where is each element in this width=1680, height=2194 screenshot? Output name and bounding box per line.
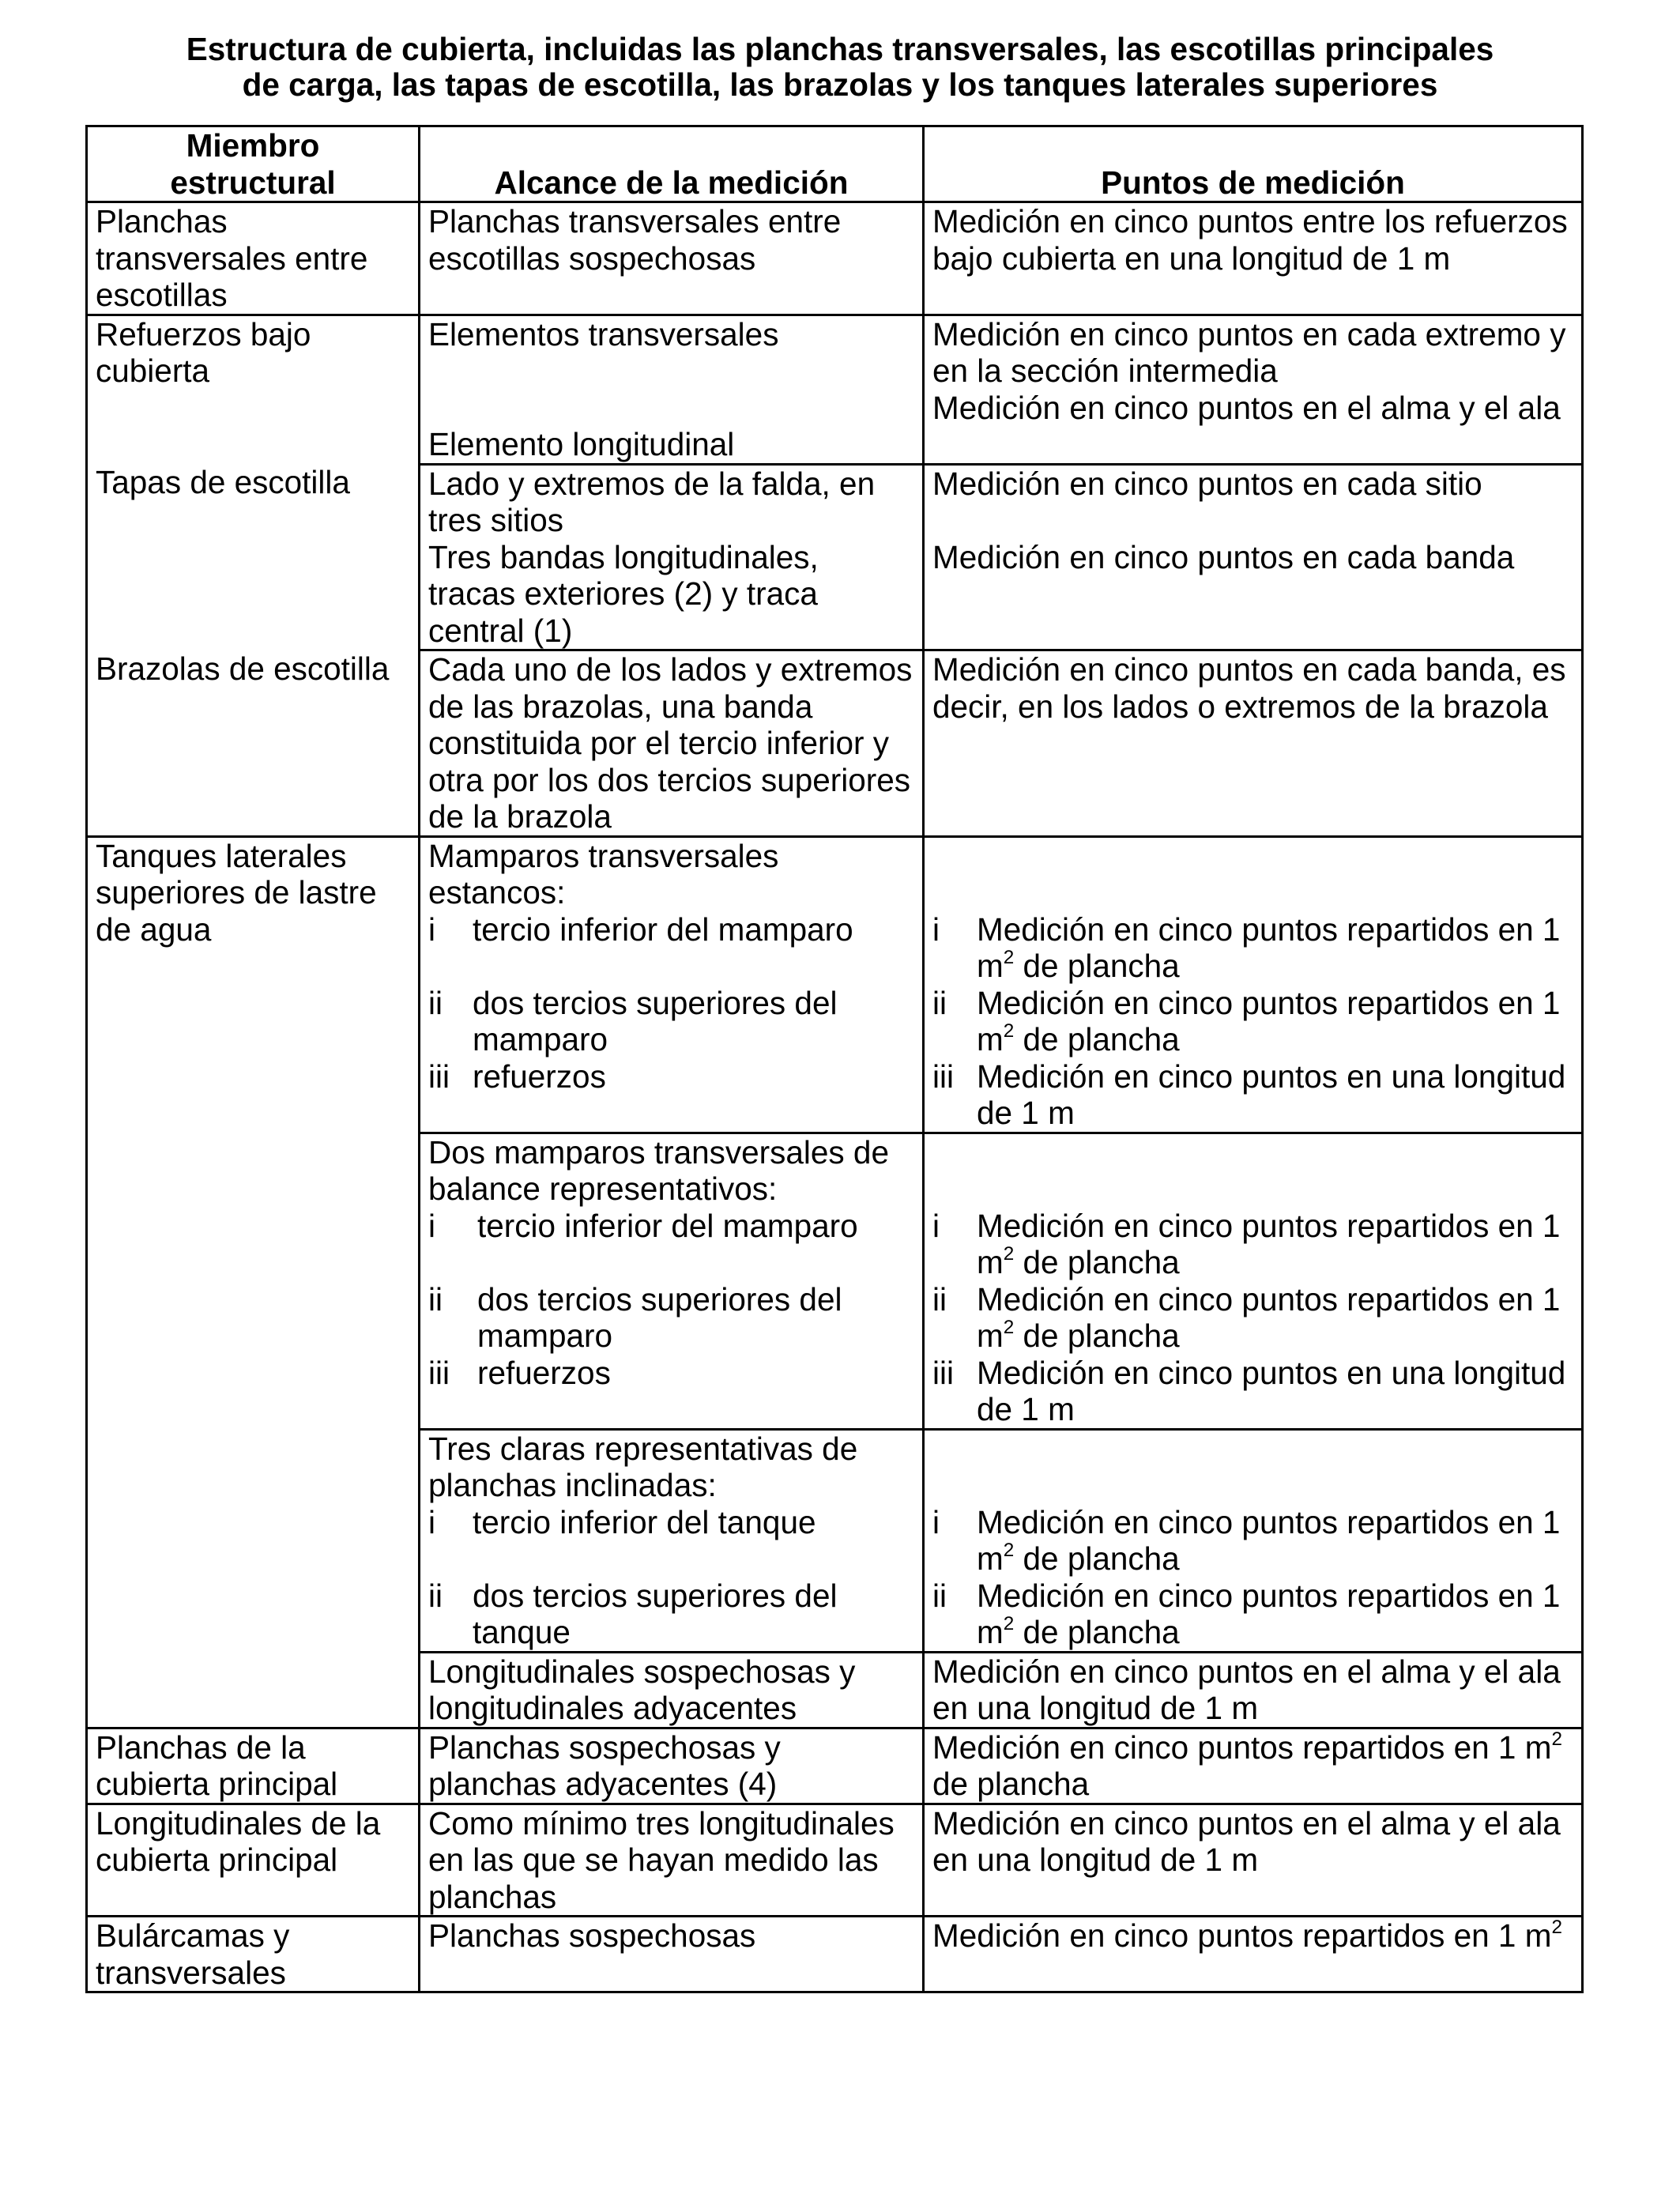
list-text: Medición en cinco puntos en una longitud de 1 m [977, 1057, 1566, 1131]
list-number: ii [932, 1280, 947, 1318]
header-member [87, 126, 420, 202]
list-item [932, 1355, 1573, 1428]
table-row [87, 1917, 1583, 1992]
list-item [932, 1281, 1573, 1355]
list-number: i [428, 910, 435, 948]
scope-cell: Planchas transversales entre escotillas sospechosas [420, 202, 924, 315]
list-text: Medición en cinco puntos repartidos en 1 $m^2$ de plancha [977, 910, 1561, 984]
member-cell-continued [87, 1133, 420, 1429]
list-item [428, 911, 914, 948]
list-number: iii [428, 1057, 450, 1095]
list-text: dos tercios superiores del mamparo [477, 1280, 842, 1354]
scope-cell: Como mínimo tres longitudinales en las que se hayan medido las planchas [420, 1804, 924, 1917]
scope-intro: Mamparos transversales estancos: [428, 837, 779, 910]
list-number: ii [932, 984, 947, 1021]
list-text: Medición en cinco puntos repartidos en 1 $m^2$ de plancha [977, 1577, 1561, 1650]
list-text: refuerzos [473, 1057, 606, 1095]
points-cell: Medición en cinco puntos repartidos en 1 $m^2$ [924, 1917, 1583, 1992]
scope-cell: Longitudinales sospechosas y longitudinales adyacentes [420, 1652, 924, 1728]
member-cell: Brazolas de escotilla [87, 650, 420, 837]
measurement-table [85, 125, 1584, 1993]
list-text: tercio inferior del mamparo [473, 910, 853, 948]
scope-cell [420, 464, 924, 650]
table-row [87, 1133, 1583, 1429]
list-number: ii [428, 984, 443, 1021]
member-cell: Planchas de la cubierta principal [87, 1728, 420, 1804]
table-header-row [87, 126, 1583, 202]
list-item [932, 985, 1573, 1058]
list-text: Medición en cinco puntos repartidos en 1 $m^2$ de plancha [977, 1503, 1561, 1577]
table-row [87, 1728, 1583, 1804]
list-text: Medición en cinco puntos repartidos en 1 $m^2$ de plancha [977, 1207, 1561, 1280]
header-scope [420, 126, 924, 202]
scope-cell: Planchas sospechosas y planchas adyacentes (4) [420, 1728, 924, 1804]
table-row [87, 1429, 1583, 1652]
list-number: iii [932, 1354, 954, 1391]
points-text: Medición en cinco puntos en cada sitio [932, 465, 1482, 502]
list-number: iii [932, 1057, 954, 1095]
points-cell: Medición en cinco puntos repartidos en 1 $m^2$ de plancha [924, 1728, 1583, 1804]
member-cell: Planchas transversales entre escotillas [87, 202, 420, 315]
list-number: i [932, 910, 940, 948]
list-item [428, 1281, 914, 1355]
list-item [428, 985, 914, 1058]
list-text: Medición en cinco puntos en una longitud de 1 m [977, 1354, 1566, 1427]
scope-text: Tres bandas longitudinales, tracas exteriores (2) y traca central (1) [428, 538, 819, 649]
member-cell: Refuerzos bajo cubierta [87, 315, 420, 464]
points-text: Medición en cinco puntos en cada extremo y en la sección intermedia [932, 315, 1566, 389]
header-points-label: Puntos de medición [1101, 164, 1405, 201]
list-item [932, 1504, 1573, 1578]
header-member-line1: Miembro [186, 127, 320, 164]
scope-text: Elemento longitudinal [428, 426, 735, 462]
list-number: ii [428, 1577, 443, 1614]
points-cell [924, 315, 1583, 464]
table-row [87, 650, 1583, 837]
scope-cell: Cada uno de los lados y extremos de las brazolas, una banda constituida por el tercio inferior y otra por los dos tercios superiores de la brazola [420, 650, 924, 837]
header-member-line2: estructural [170, 164, 336, 201]
member-cell: Tanques laterales superiores de lastre de agua [87, 836, 420, 1133]
header-points [924, 126, 1583, 202]
header-scope-label: Alcance de la medición [494, 164, 849, 201]
title-line-2: de carga, las tapas de escotilla, las brazolas y los tanques laterales superiores [242, 66, 1438, 103]
list-item [428, 1058, 914, 1095]
scope-intro: Tres claras representativas de planchas inclinadas: [428, 1430, 858, 1503]
table-row [87, 1652, 1583, 1728]
list-item [932, 911, 1573, 985]
scope-text: Elementos transversales [428, 315, 779, 352]
points-cell [924, 836, 1583, 1133]
list-text: tercio inferior del tanque [473, 1503, 816, 1540]
points-cell [924, 1133, 1583, 1429]
list-item [932, 1578, 1573, 1651]
list-text: dos tercios superiores del mamparo [473, 984, 838, 1057]
list-number: i [932, 1207, 940, 1244]
document-title [47, 32, 1633, 103]
list-number: i [428, 1207, 435, 1244]
list-item [428, 1504, 914, 1541]
points-cell: Medición en cinco puntos en el alma y el ala en una longitud de 1 m [924, 1652, 1583, 1728]
list-number: i [932, 1503, 940, 1540]
scope-cell [420, 836, 924, 1133]
points-cell [924, 1429, 1583, 1652]
member-cell-continued [87, 1652, 420, 1728]
list-item [428, 1355, 914, 1392]
list-text: tercio inferior del mamparo [477, 1207, 858, 1244]
points-cell: Medición en cinco puntos en cada banda, es decir, en los lados o extremos de la brazola [924, 650, 1583, 837]
scope-cell [420, 1429, 924, 1652]
member-cell: Bulárcamas y transversales [87, 1917, 420, 1992]
points-text: Medición en cinco puntos en el alma y el ala [932, 389, 1561, 426]
scope-text: Lado y extremos de la falda, en tres sitios [428, 465, 876, 538]
table-row [87, 202, 1583, 315]
list-text: dos tercios superiores del tanque [473, 1577, 838, 1650]
table-row [87, 1804, 1583, 1917]
scope-cell [420, 315, 924, 464]
list-text: Medición en cinco puntos repartidos en 1 $m^2$ de plancha [977, 1280, 1561, 1354]
table-row [87, 315, 1583, 464]
list-number: ii [932, 1577, 947, 1614]
list-text: refuerzos [477, 1354, 611, 1391]
table-row [87, 836, 1583, 1133]
list-number: i [428, 1503, 435, 1540]
points-cell: Medición en cinco puntos entre los refuerzos bajo cubierta en una longitud de 1 m [924, 202, 1583, 315]
scope-intro: Dos mamparos transversales de balance representativos: [428, 1133, 889, 1207]
member-cell: Tapas de escotilla [87, 464, 420, 650]
points-cell [924, 464, 1583, 650]
points-text: Medición en cinco puntos en cada banda [932, 538, 1515, 575]
list-number: ii [428, 1280, 443, 1318]
points-cell: Medición en cinco puntos en el alma y el ala en una longitud de 1 m [924, 1804, 1583, 1917]
list-item [428, 1578, 914, 1651]
list-number: iii [428, 1354, 450, 1391]
scope-cell [420, 1133, 924, 1429]
list-item [932, 1208, 1573, 1281]
title-line-1: Estructura de cubierta, incluidas las planchas transversales, las escotillas principales [186, 31, 1494, 67]
member-cell-continued [87, 1429, 420, 1652]
list-item [428, 1208, 914, 1245]
list-text: Medición en cinco puntos repartidos en 1 $m^2$ de plancha [977, 984, 1561, 1057]
member-cell: Longitudinales de la cubierta principal [87, 1804, 420, 1917]
scope-cell: Planchas sospechosas [420, 1917, 924, 1992]
list-item [932, 1058, 1573, 1132]
table-row [87, 464, 1583, 650]
